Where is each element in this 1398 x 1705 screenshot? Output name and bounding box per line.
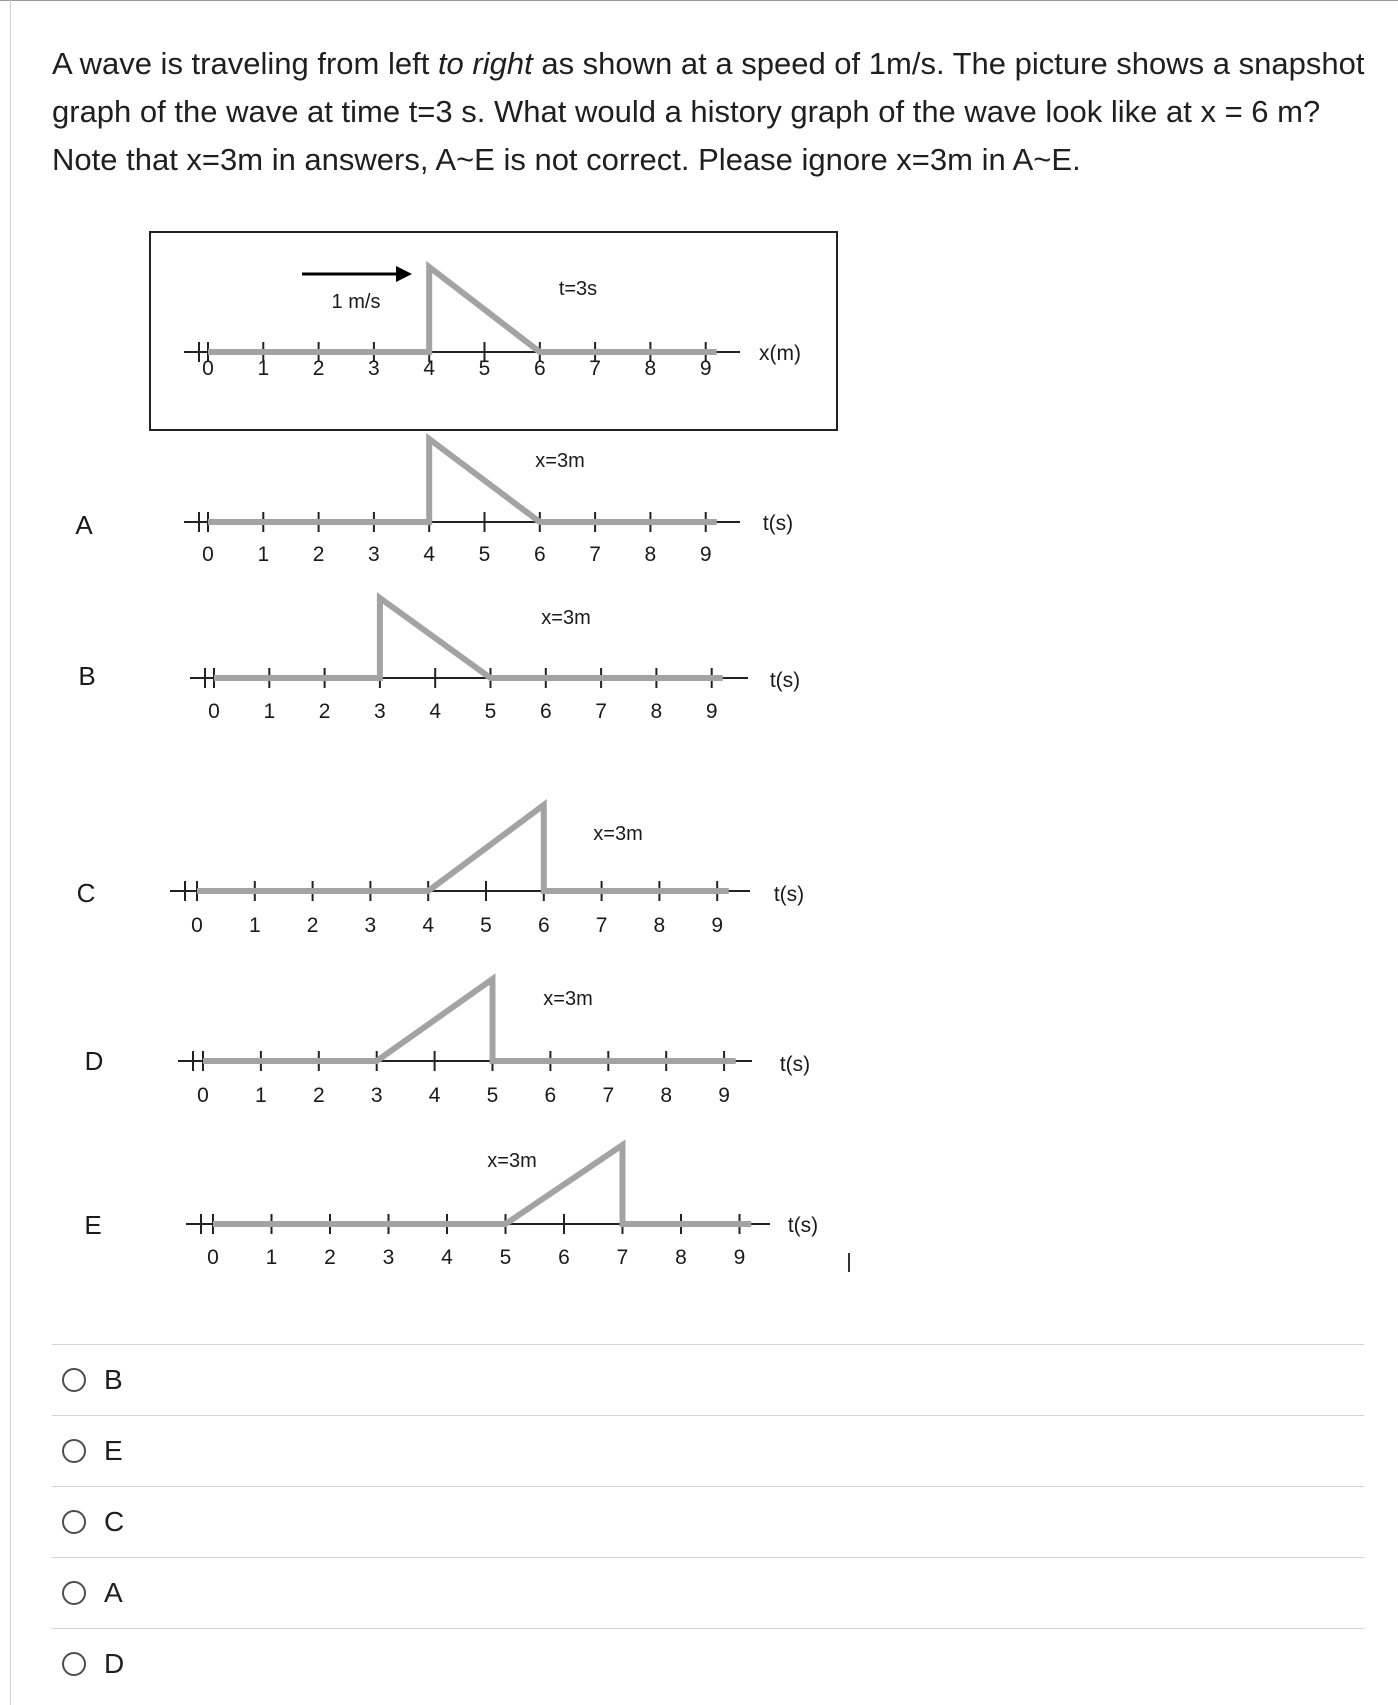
graph-e-tick-label-4: 4 <box>441 1246 453 1269</box>
graph-c-tick-label-0: 0 <box>191 914 203 937</box>
graph-e-tick-label-3: 3 <box>382 1246 395 1269</box>
graph-c-tick-label-1: 1 <box>248 914 261 937</box>
graph-b-position-label: x=3m <box>541 607 591 629</box>
option-label[interactable]: B <box>104 1364 123 1395</box>
snapshot-tick-label-8: 8 <box>644 357 657 380</box>
graph-e-tick-label-6: 6 <box>558 1246 570 1269</box>
graph-a-tick-label-0: 0 <box>202 543 214 566</box>
graph-a-tick-label-4: 4 <box>423 543 436 566</box>
graph-b-tick-label-0: 0 <box>208 700 220 723</box>
velocity-label: 1 m/s <box>331 291 381 313</box>
graph-a-tick-label-7: 7 <box>589 543 601 566</box>
snapshot-frame <box>150 232 837 430</box>
graph-c-tick-label-9: 9 <box>711 914 724 937</box>
graph-b-tick-label-4: 4 <box>429 700 442 723</box>
snapshot-tick-label-9: 9 <box>699 357 712 380</box>
graph-e-tick-label-2: 2 <box>324 1246 336 1269</box>
graph-b-tick-label-2: 2 <box>318 700 331 723</box>
option-label[interactable]: C <box>104 1506 125 1537</box>
radio-button[interactable] <box>62 1510 86 1534</box>
option-label[interactable]: D <box>104 1648 125 1679</box>
graph-b-tick-label-8: 8 <box>650 700 663 723</box>
graph-d-tick-label-6: 6 <box>544 1084 557 1107</box>
snapshot-tick-label-7: 7 <box>589 357 601 380</box>
graph-c-tick-label-7: 7 <box>595 914 608 937</box>
graph-e-tick-label-8: 8 <box>675 1246 687 1269</box>
graph-e-tick-label-7: 7 <box>616 1246 629 1269</box>
graph-e-tick-label-0: 0 <box>207 1246 219 1269</box>
graph-b-letter: B <box>78 661 96 691</box>
graph-d-position-label: x=3m <box>543 988 593 1010</box>
graph-a-tick-label-3: 3 <box>368 543 380 566</box>
option-a[interactable] <box>52 1557 1364 1628</box>
graph-a-tick-label-6: 6 <box>533 543 546 566</box>
option-label[interactable]: E <box>104 1435 123 1466</box>
graph-b-tick-label-9: 9 <box>705 700 718 723</box>
option-label[interactable]: A <box>104 1577 123 1608</box>
graph-a-tick-label-9: 9 <box>699 543 712 566</box>
radio-button[interactable] <box>62 1368 86 1392</box>
graph-e-pulse <box>213 1145 751 1224</box>
text-cursor <box>848 1253 850 1272</box>
graph-a-tick-label-1: 1 <box>257 543 270 566</box>
graph-a-letter: A <box>75 510 93 540</box>
graph-b-pulse <box>214 598 723 678</box>
graph-d-tick-label-9: 9 <box>718 1084 730 1107</box>
snapshot-tick-label-3: 3 <box>368 357 380 380</box>
graph-c-tick-label-3: 3 <box>364 914 377 937</box>
snapshot-tick-label-5: 5 <box>478 357 491 380</box>
snapshot-tick-label-2: 2 <box>312 357 325 380</box>
option-d[interactable] <box>52 1628 1364 1699</box>
radio-button[interactable] <box>62 1439 86 1463</box>
snapshot-axis-label: x(m) <box>759 342 801 365</box>
radio-button[interactable] <box>62 1652 86 1676</box>
question-part1: A wave is traveling from left <box>52 46 438 81</box>
snapshot-tick-label-6: 6 <box>533 357 546 380</box>
snapshot-tick-label-1: 1 <box>257 357 270 380</box>
graph-c-letter: C <box>76 878 96 908</box>
graph-d-axis-label: t(s) <box>779 1053 811 1076</box>
answer-options <box>52 1344 1364 1699</box>
velocity-arrow-head <box>396 266 412 282</box>
graph-b-tick-label-1: 1 <box>263 700 276 723</box>
graph-c-position-label: x=3m <box>593 823 643 845</box>
radio-button[interactable] <box>62 1581 86 1605</box>
graph-a-tick-label-5: 5 <box>478 543 491 566</box>
snapshot-tick-label-0: 0 <box>202 357 214 380</box>
snapshot-tick-label-4: 4 <box>423 357 436 380</box>
graph-c-pulse <box>197 805 729 891</box>
graph-a-position-label: x=3m <box>535 450 585 472</box>
graph-d-tick-label-0: 0 <box>197 1084 209 1107</box>
snapshot-pulse <box>208 267 717 352</box>
graph-d-tick-label-7: 7 <box>602 1084 615 1107</box>
graph-c-axis-label: t(s) <box>773 883 805 906</box>
graph-c-tick-label-4: 4 <box>422 914 435 937</box>
graph-c-tick-label-8: 8 <box>653 914 666 937</box>
option-e[interactable] <box>52 1415 1364 1486</box>
graph-d-tick-label-5: 5 <box>486 1084 499 1107</box>
graph-d-letter: D <box>84 1046 104 1076</box>
snapshot-time-label: t=3s <box>558 278 598 300</box>
graph-c-tick-label-6: 6 <box>537 914 550 937</box>
graph-d-tick-label-2: 2 <box>312 1084 325 1107</box>
option-c[interactable] <box>52 1486 1364 1557</box>
graph-d-tick-label-4: 4 <box>428 1084 441 1107</box>
question-emphasis: to right <box>437 46 533 81</box>
graph-c-tick-label-2: 2 <box>306 914 319 937</box>
option-b[interactable] <box>52 1344 1364 1415</box>
graph-d-tick-label-8: 8 <box>660 1084 673 1107</box>
graph-b-tick-label-5: 5 <box>484 700 497 723</box>
graph-b-tick-label-6: 6 <box>539 700 552 723</box>
graph-a-tick-label-2: 2 <box>312 543 325 566</box>
graph-b-tick-label-3: 3 <box>374 700 386 723</box>
graph-a-pulse <box>208 439 717 522</box>
graph-a-axis-label: t(s) <box>762 512 794 535</box>
graph-a-tick-label-8: 8 <box>644 543 657 566</box>
graph-e-letter: E <box>84 1210 102 1240</box>
graph-d-pulse <box>203 979 736 1061</box>
graph-e-tick-label-9: 9 <box>733 1246 746 1269</box>
graph-c-tick-label-5: 5 <box>480 914 492 937</box>
graph-d-tick-label-3: 3 <box>370 1084 383 1107</box>
graph-b-axis-label: t(s) <box>769 669 801 692</box>
graph-d-tick-label-1: 1 <box>255 1084 267 1107</box>
graph-e-tick-label-5: 5 <box>499 1246 512 1269</box>
question-part2: as shown at a speed of 1m/s. The picture shows a snapshot graph of the wave at time t=3 s. What would a history graph of the wave look like at x = 6 m? Note that x=3m in answers, A~E is not correct. Please ignore x=3m in A~E. <box>52 46 1365 177</box>
graph-b-tick-label-7: 7 <box>595 700 607 723</box>
graph-e-position-label: x=3m <box>487 1150 537 1172</box>
graph-e-axis-label: t(s) <box>787 1214 819 1237</box>
graph-e-tick-label-1: 1 <box>265 1246 278 1269</box>
